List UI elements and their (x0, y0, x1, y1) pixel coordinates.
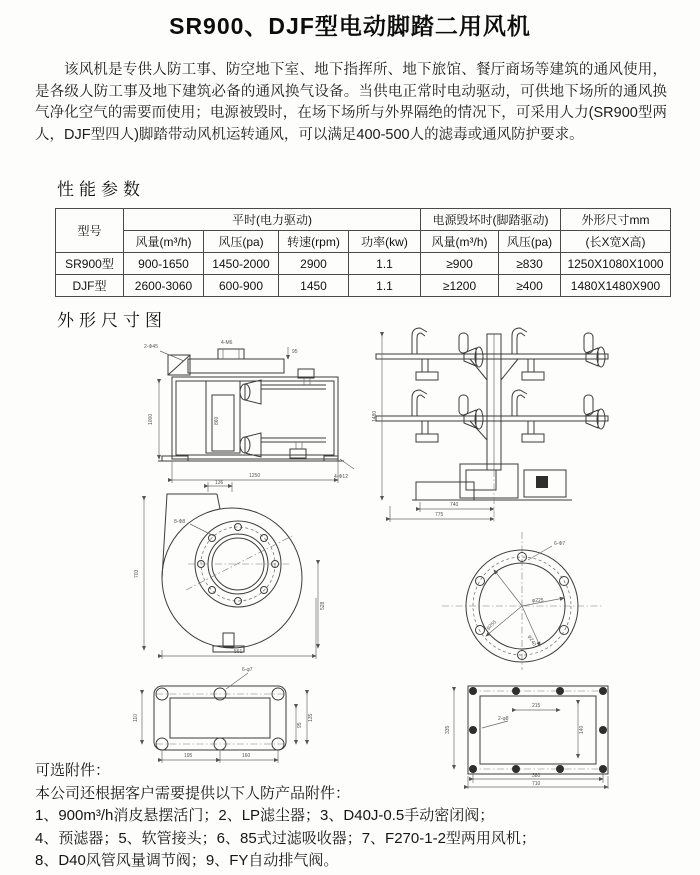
intro-paragraph: 该风机是专供人防工事、防空地下室、地下指挥所、地下旅馆、餐厅商场等建筑的通风使用，是各级人防工事及地下建筑必备的通风换气设备。当供电正常时电动驱动，可供地下场所的通风换气净化空气的需要而使用；电源被毁时，在场下场所与外界隔绝的情况下，可采用人力(SR900型两人，DJF型四人)脚踏带动风机运转通风，可以满足400-500人的滤毒或通风防护要求。 (35, 62, 667, 143)
dimension-label: 140 (579, 725, 585, 734)
dimension-label: 1250 (249, 473, 261, 479)
accessories-line: 8、D40风管风量调节阀；9、FY自动排气阀。 (35, 852, 339, 869)
dimension-label: 135 (308, 713, 314, 722)
dimension-label: 2-φ8 (498, 716, 509, 722)
dimension-label: 380 (532, 773, 541, 779)
dimension-label: 860 (214, 416, 220, 425)
table-cell: 1.1 (349, 253, 421, 275)
dimension-drawings (0, 320, 700, 795)
dimension-label: 95 (297, 722, 303, 728)
table-cell: 2600-3060 (124, 275, 204, 297)
table-header-pedal-group: 电源毁坏时(脚踏驱动) (421, 209, 561, 231)
performance-table (55, 208, 671, 297)
table-cell: ≥400 (499, 275, 561, 297)
dimension-label: 6-Φ7 (554, 541, 566, 547)
section-heading-dimensions: 外形尺寸图 (57, 311, 167, 330)
table-cell-model: SR900型 (56, 253, 124, 275)
accessories-note: 本公司还根据客户需要提供以下人防产品附件： (35, 784, 351, 802)
table-col-header: 风量(m³/h) (421, 231, 499, 253)
dimension-label: 561 (234, 649, 243, 655)
table-col-header: (长X宽X高) (561, 231, 671, 253)
dimension-label: φ225 (532, 598, 544, 604)
dimension-label: 335 (445, 725, 451, 734)
dimension-label: 710 (532, 781, 541, 787)
table-cell: 1480X1480X900 (561, 275, 671, 297)
drawing-fan-volute (120, 478, 338, 663)
accessories-heading: 可选附件： (35, 762, 111, 779)
table-col-header: 功率(kw) (349, 231, 421, 253)
dimension-label: 4-M6 (221, 340, 233, 346)
drawing-rect-flange-small (130, 660, 315, 772)
optional-accessories (35, 760, 675, 873)
table-cell: 1450 (279, 275, 349, 297)
dimension-label: 215 (532, 703, 541, 709)
page-title: SR900、DJF型电动脚踏二用风机 (169, 13, 531, 39)
dimension-label: 136 (215, 480, 224, 486)
drawing-round-flange (436, 524, 608, 676)
dimension-label: 740 (450, 502, 459, 508)
table-cell: ≥830 (499, 253, 561, 275)
dimension-label: 6-φ7 (242, 667, 253, 673)
accessories-line: 1、900m³/h消皮悬摆活门；2、LP滤尘器；3、D40J-0.5手动密闭阀； (35, 807, 495, 824)
table-header-size-group: 外形尺寸mm (561, 209, 671, 231)
dimension-label: 160 (242, 753, 251, 759)
table-header-normal-group: 平时(电力驱动) (124, 209, 421, 231)
dimension-label: 95 (292, 349, 298, 355)
table-row (56, 275, 671, 297)
dimension-label: 1000 (148, 413, 154, 425)
table-col-header: 风压(pa) (204, 231, 279, 253)
table-cell-model: DJF型 (56, 275, 124, 297)
table-col-header: 转速(rpm) (279, 231, 349, 253)
dimension-label: φ240 (526, 634, 537, 648)
table-cell: ≥900 (421, 253, 499, 275)
table-col-header: 风压(pa) (499, 231, 561, 253)
dimension-label: 1480 (372, 410, 378, 422)
table-cell: 1.1 (349, 275, 421, 297)
dimension-label: 195 (184, 753, 193, 759)
dimension-label: 703 (134, 569, 140, 578)
dimension-label: 8-Φ8 (174, 519, 186, 525)
dimension-label: 4-Φ12 (334, 474, 348, 480)
table-cell: 1250X1080X1000 (561, 253, 671, 275)
drawing-sr900-side-view (128, 333, 358, 498)
dimension-label: φ255 (485, 619, 498, 632)
dimension-label: 110 (133, 714, 139, 722)
dimension-label: 528 (320, 601, 326, 610)
table-header-model: 型号 (56, 209, 124, 253)
accessories-line: 4、预滤器；5、软管接头；6、85式过滤吸收器；7、F270-1-2型两用风机； (35, 829, 536, 847)
table-cell: 600-900 (204, 275, 279, 297)
section-heading-performance: 性能参数 (57, 180, 145, 199)
table-row (56, 253, 671, 275)
table-cell: ≥1200 (421, 275, 499, 297)
table-col-header: 风量(m³/h) (124, 231, 204, 253)
dimension-label: 2-Φ45 (144, 344, 158, 350)
table-cell: 1450-2000 (204, 253, 279, 275)
dimension-label: 775 (435, 512, 444, 518)
drawing-djf-front-view (360, 322, 625, 527)
table-cell: 900-1650 (124, 253, 204, 275)
table-cell: 2900 (279, 253, 349, 275)
